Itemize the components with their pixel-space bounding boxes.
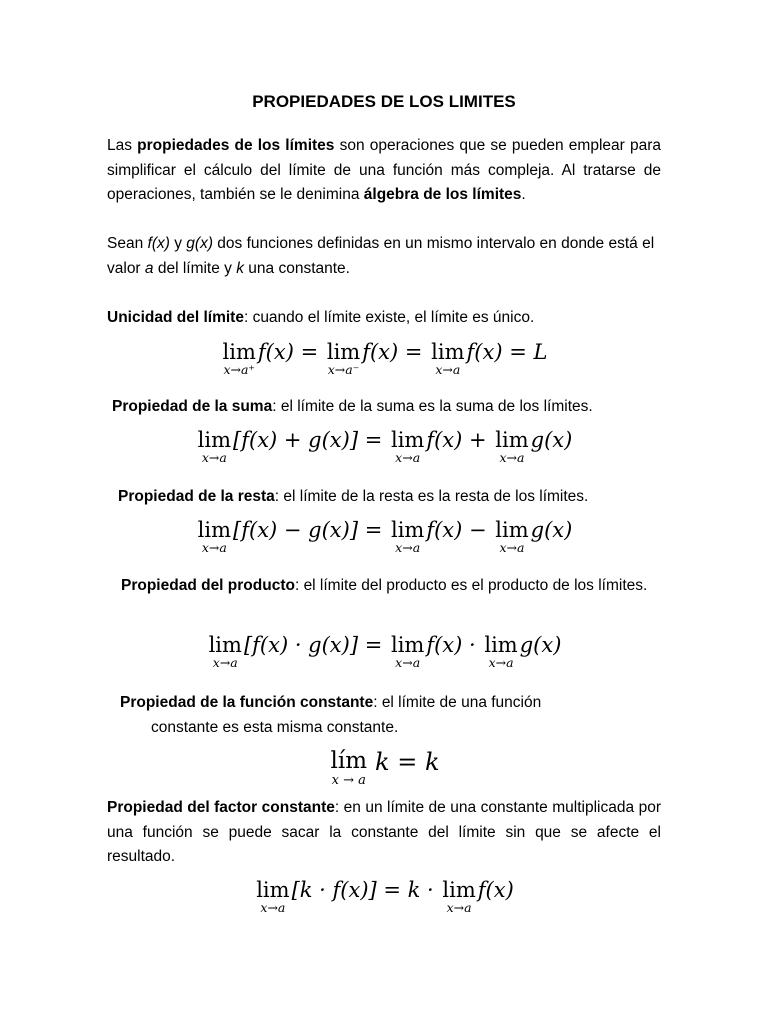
- lim-word: lim: [390, 428, 425, 452]
- limit-operator: [327, 342, 360, 377]
- constante-formula: [0, 750, 768, 787]
- formula-segment: f(x) ·: [426, 633, 483, 657]
- intro-bold-1: propiedades de los límites: [137, 137, 335, 154]
- formula-segment: [f(x) − g(x)] =: [233, 518, 389, 542]
- lim-word: lim: [197, 428, 232, 452]
- limit-operator: [198, 430, 231, 465]
- formula-segment: g(x): [530, 518, 573, 542]
- producto-text: : el límite del producto es el producto de los límites.: [294, 577, 648, 594]
- lim-subscript: x→a⁻: [327, 362, 360, 377]
- limit-operator: [209, 635, 242, 670]
- intro-text-1: Las: [107, 137, 138, 154]
- lim-subscript: x→a: [395, 450, 421, 465]
- formula-segment: f(x) +: [426, 428, 494, 452]
- sean-text-5: una constante.: [243, 259, 350, 277]
- factor-label: Propiedad del factor constante: [107, 799, 335, 816]
- factor-text: : en un límite de una constante multiplicada por una función se puede sacar la constante del límite sin que se afecte el resultado.: [107, 799, 661, 865]
- resta-paragraph: [118, 485, 672, 510]
- limit-operator: [223, 342, 256, 377]
- limit-operator: [442, 880, 475, 915]
- lim-subscript: x → a: [331, 773, 366, 788]
- factor-paragraph: [107, 796, 661, 870]
- sean-fx: f(x): [147, 235, 170, 252]
- lim-word: lim: [442, 878, 476, 902]
- page-title: PROPIEDADES DE LOS LIMITES: [252, 92, 516, 111]
- lim-word: lim: [495, 428, 529, 452]
- lim-subscript: x→a: [395, 540, 421, 555]
- lim-word: lim: [390, 518, 425, 542]
- limit-operator: [431, 342, 464, 377]
- lim-subscript: x→a: [446, 900, 472, 915]
- suma-label: Propiedad de la suma: [112, 398, 273, 415]
- formula-segment: f(x) =: [257, 340, 325, 364]
- unicidad-text: : cuando el límite existe, el límite es único.: [243, 309, 535, 326]
- sean-text-3: dos funciones definidas en un mismo intervalo en donde está el valor: [107, 235, 655, 277]
- lim-subscript: x→a: [212, 655, 238, 670]
- limit-operator: [198, 520, 231, 555]
- unicidad-formula: [0, 342, 768, 377]
- intro-bold-2: álgebra de los límites: [363, 186, 522, 203]
- unicidad-label: Unicidad del límite: [107, 309, 244, 326]
- formula-segment: f(x) = L: [466, 340, 548, 364]
- lim-subscript: x→a: [395, 655, 421, 670]
- lim-word: lím: [330, 748, 368, 774]
- lim-subscript: x→a: [488, 655, 514, 670]
- formula-segment: f(x) =: [362, 340, 430, 364]
- lim-word: lim: [222, 340, 256, 364]
- lim-word: lim: [197, 518, 232, 542]
- formula-segment: f(x) −: [426, 518, 494, 542]
- lim-word: lim: [431, 340, 465, 364]
- lim-word: lim: [390, 633, 425, 657]
- lim-subscript: x→a: [201, 450, 227, 465]
- sean-gx: g(x): [186, 235, 213, 252]
- producto-formula: [0, 635, 768, 670]
- sean-text-2: y: [169, 235, 187, 252]
- lim-subscript: x→a⁺: [223, 362, 256, 377]
- limit-operator: [391, 520, 424, 555]
- limit-operator: [391, 430, 424, 465]
- constante-label: Propiedad de la función constante: [120, 694, 374, 711]
- formula-segment: [f(x) · g(x)] =: [243, 633, 389, 657]
- formula-segment: [k · f(x)] = k ·: [291, 878, 441, 902]
- constante-line-2: constante es esta misma constante.: [151, 719, 399, 736]
- formula-segment: g(x): [519, 633, 562, 657]
- limit-operator: [495, 520, 528, 555]
- limit-operator: [495, 430, 528, 465]
- sean-k: k: [236, 259, 244, 277]
- lim-word: lim: [208, 633, 242, 657]
- sean-a: a: [144, 259, 154, 277]
- limit-operator: [391, 635, 424, 670]
- unicidad-paragraph: [107, 306, 661, 331]
- formula-segment: f(x): [477, 878, 514, 902]
- suma-formula: [0, 430, 768, 465]
- lim-subscript: x→a: [260, 900, 286, 915]
- limit-operator: [256, 880, 289, 915]
- lim-subscript: x→a: [201, 540, 227, 555]
- suma-text: : el límite de la suma es la suma de los límites.: [272, 398, 593, 415]
- constante-text-1: : el límite de una función: [373, 694, 542, 711]
- intro-text-3: .: [521, 186, 526, 203]
- producto-label: Propiedad del producto: [121, 577, 295, 594]
- constante-line-1: [120, 691, 661, 716]
- lim-word: lim: [326, 340, 361, 364]
- limit-operator: [331, 750, 368, 787]
- sean-text-4: del límite y: [153, 259, 237, 277]
- intro-text-2: son operaciones que se pueden emplear para simplificar el cálculo del límite de una función más compleja. Al tratarse de operaciones, también se le denimina: [107, 137, 661, 203]
- lim-subscript: x→a: [499, 540, 525, 555]
- intro-paragraph: [107, 134, 661, 208]
- resta-text: : el límite de la resta es la resta de los límites.: [274, 488, 589, 505]
- resta-formula: [0, 520, 768, 555]
- lim-subscript: x→a: [435, 362, 461, 377]
- formula-segment: [f(x) + g(x)] =: [233, 428, 389, 452]
- lim-word: lim: [495, 518, 529, 542]
- sean-text-1: Sean: [107, 235, 148, 252]
- producto-paragraph: [107, 574, 661, 599]
- lim-word: lim: [484, 633, 518, 657]
- lim-word: lim: [256, 878, 290, 902]
- limit-operator: [484, 635, 517, 670]
- resta-label: Propiedad de la resta: [118, 488, 275, 505]
- lim-subscript: x→a: [499, 450, 525, 465]
- formula-segment: g(x): [530, 428, 573, 452]
- sean-paragraph: [107, 232, 661, 281]
- suma-paragraph: [112, 395, 666, 420]
- formula-segment: k = k: [375, 748, 440, 776]
- factor-formula: [0, 880, 768, 915]
